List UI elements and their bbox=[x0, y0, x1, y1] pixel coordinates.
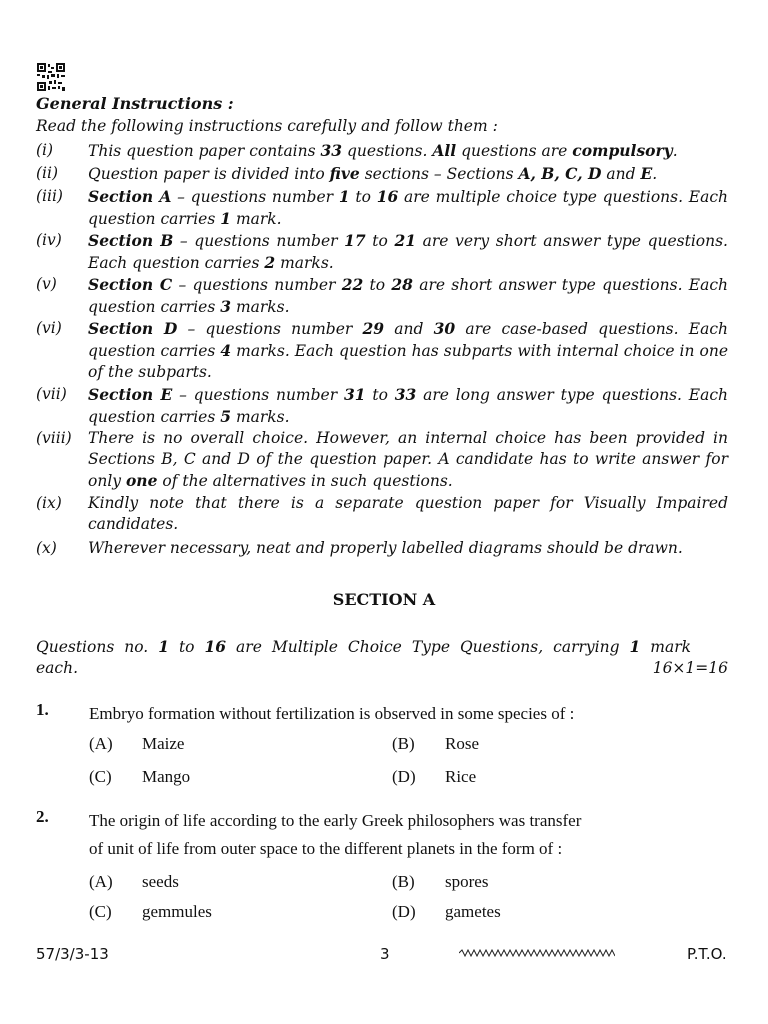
section-intro bbox=[36, 636, 728, 679]
pto-label: P.T.O. bbox=[687, 945, 727, 963]
instruction-item bbox=[36, 186, 728, 230]
section-intro-line2: each. bbox=[36, 659, 79, 677]
page-number: 3 bbox=[380, 945, 390, 963]
option-text: gametes bbox=[445, 902, 501, 921]
question-2 bbox=[36, 807, 728, 863]
option-text: Maize bbox=[142, 734, 185, 753]
option-label: (C) bbox=[89, 767, 112, 786]
option-text: Rose bbox=[445, 734, 479, 753]
instruction-number: (v) bbox=[36, 275, 57, 293]
question-number: 1. bbox=[36, 700, 49, 719]
general-instructions-title: General Instructions : bbox=[36, 94, 234, 113]
general-instructions-intro: Read the following instructions carefully and follow them : bbox=[36, 117, 498, 135]
instruction-text: Section E – questions number 31 to 33 are long answer type questions. Each question carries 5 marks. bbox=[88, 385, 728, 426]
option-text: seeds bbox=[142, 872, 179, 891]
option-label: (C) bbox=[89, 902, 112, 921]
instruction-text: Section C – questions number 22 to 28 are short answer type questions. Each question carries 3 marks. bbox=[88, 275, 728, 316]
instruction-text: Section D – questions number 29 and 30 are case-based questions. Each question carries 4 marks. Each question has subparts with internal choice in one of the subparts. bbox=[88, 319, 728, 381]
option-label: (B) bbox=[392, 734, 415, 753]
instruction-item bbox=[36, 318, 728, 383]
instruction-item bbox=[36, 140, 728, 162]
instruction-text: Kindly note that there is a separate question paper for Visually Impaired candidates. bbox=[88, 494, 728, 533]
instruction-item bbox=[36, 538, 728, 559]
instruction-text: Wherever necessary, neat and properly labelled diagrams should be drawn. bbox=[88, 539, 683, 557]
instruction-text: Section A – questions number 1 to 16 are multiple choice type questions. Each question carries 1 mark. bbox=[88, 187, 729, 228]
paper-code: 57/3/3-13 bbox=[36, 945, 109, 963]
instruction-item bbox=[36, 493, 728, 535]
question-text: Embryo formation without fertilization is observed in some species of : bbox=[89, 704, 575, 723]
option-text: gemmules bbox=[142, 902, 212, 921]
instruction-text: Question paper is divided into five sections – Sections A, B, C, D and E. bbox=[88, 164, 658, 183]
instruction-item bbox=[36, 230, 728, 274]
instruction-number: (ix) bbox=[36, 494, 62, 512]
instruction-number: (vi) bbox=[36, 319, 62, 337]
instruction-item bbox=[36, 384, 728, 428]
instruction-number: (i) bbox=[36, 141, 54, 159]
instruction-number: (iii) bbox=[36, 187, 63, 205]
option-text: spores bbox=[445, 872, 489, 891]
instruction-item bbox=[36, 163, 728, 185]
instruction-text: This question paper contains 33 questions. All questions are compulsory. bbox=[88, 141, 678, 160]
instruction-text: Section B – questions number 17 to 21 are very short answer type questions. Each question carries 2 marks. bbox=[88, 231, 728, 272]
instruction-number: (ii) bbox=[36, 164, 59, 182]
option-label: (B) bbox=[392, 872, 415, 891]
section-title: SECTION A bbox=[332, 590, 436, 609]
instruction-number: (viii) bbox=[36, 429, 72, 447]
question-text: The origin of life according to the early Greek philosophers was transfer of unit of life from outer space to the different planets in the form of : bbox=[89, 811, 582, 858]
section-marks: 16×1=16 bbox=[652, 659, 728, 677]
squiggle-line-icon bbox=[459, 948, 615, 958]
section-intro-line: Questions no. 1 to 16 are Multiple Choice Type Questions, carrying 1 mark bbox=[36, 637, 691, 656]
option-label: (D) bbox=[392, 767, 416, 786]
instruction-number: (x) bbox=[36, 539, 57, 557]
question-number: 2. bbox=[36, 807, 49, 826]
option-text: Mango bbox=[142, 767, 191, 786]
option-label: (A) bbox=[89, 872, 113, 891]
instruction-number: (iv) bbox=[36, 231, 62, 249]
instruction-number: (vii) bbox=[36, 385, 67, 403]
instruction-item bbox=[36, 274, 728, 318]
qr-code-icon bbox=[36, 62, 66, 92]
option-label: (A) bbox=[89, 734, 113, 753]
instruction-text: There is no overall choice. However, an internal choice has been provided in Sections B, C and D of the question paper. A candidate has to write answer for only one of the alternatives in such questions. bbox=[88, 429, 728, 490]
option-text: Rice bbox=[445, 767, 477, 786]
instruction-item bbox=[36, 428, 728, 492]
question-1 bbox=[36, 700, 728, 728]
option-label: (D) bbox=[392, 902, 416, 921]
